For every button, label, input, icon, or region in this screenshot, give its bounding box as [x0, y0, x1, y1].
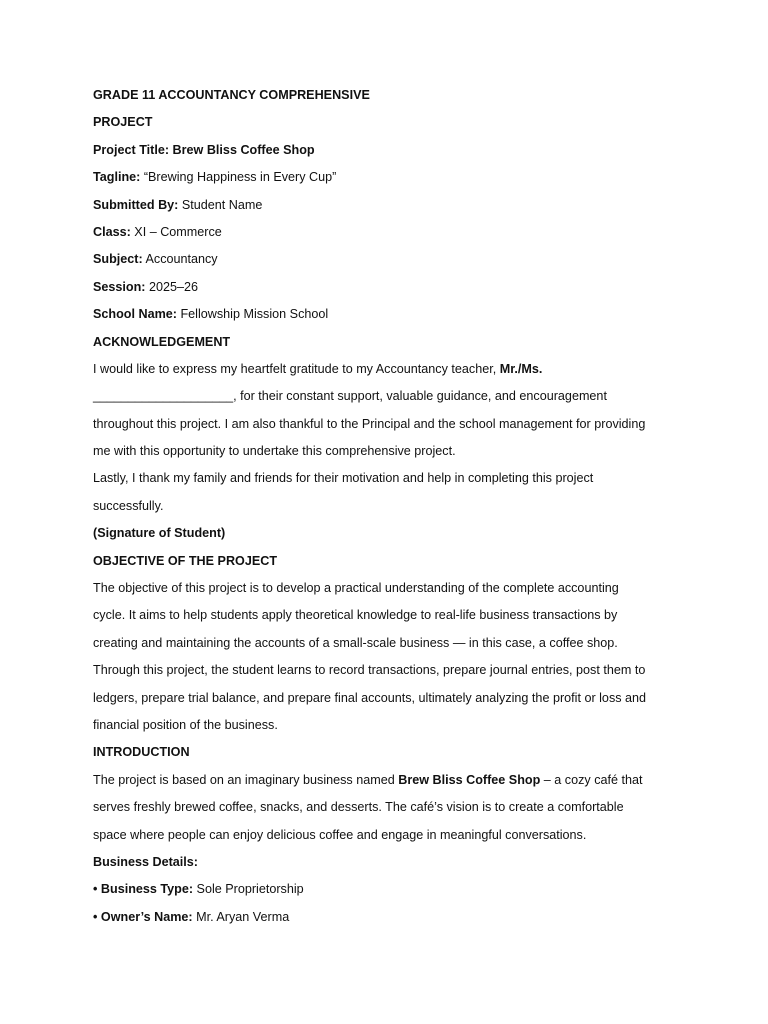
- objective-line-3: creating and maintaining the accounts of a small-scale business — in this case, a coffee shop.: [93, 635, 618, 650]
- bullet-business-type: [93, 876, 693, 903]
- objective-line-2: cycle. It aims to help students apply theoretical knowledge to real-life business transactions by: [93, 608, 618, 623]
- tagline-value: “Brewing Happiness in Every Cup”: [140, 170, 337, 185]
- school-line: [93, 301, 693, 328]
- acknowledgement-line-2: ____________________, for their constant support, valuable guidance, and encouragement: [93, 389, 607, 404]
- objective-line-5: ledgers, prepare trial balance, and prepare final accounts, ultimately analyzing the profit or loss and: [93, 690, 647, 705]
- acknowledgement-text: I would like to express my heartfelt gratitude to my Accountancy teacher,: [93, 361, 500, 376]
- acknowledgement-line-1: [93, 356, 693, 383]
- signature-line: (Signature of Student): [93, 526, 226, 541]
- class-label: Class:: [93, 224, 131, 239]
- introduction-text-a: The project is based on an imaginary business named: [93, 772, 399, 787]
- business-type-value: Sole Proprietorship: [193, 882, 304, 897]
- acknowledgement-heading: ACKNOWLEDGEMENT: [93, 334, 231, 349]
- acknowledgement-line-3: throughout this project. I am also thankful to the Principal and the school management for providing: [93, 416, 646, 431]
- objective-heading: OBJECTIVE OF THE PROJECT: [93, 553, 278, 568]
- business-type-label: • Business Type:: [93, 882, 194, 897]
- document-title: GRADE 11 ACCOUNTANCY COMPREHENSIVE: [93, 88, 370, 102]
- document-title-cont: PROJECT: [93, 115, 153, 130]
- introduction-line-1: [93, 767, 693, 794]
- introduction-text-b: – a cozy café that: [540, 772, 643, 787]
- tagline-label: Tagline:: [93, 170, 141, 185]
- acknowledgement-line-4: me with this opportunity to undertake this comprehensive project.: [93, 444, 456, 459]
- session-value: 2025–26: [145, 279, 199, 294]
- session-label: Session:: [93, 279, 146, 294]
- objective-line-6: financial position of the business.: [93, 717, 278, 732]
- acknowledgement-line-5: Lastly, I thank my family and friends for their motivation and help in completing this project: [93, 471, 594, 486]
- school-label: School Name:: [93, 307, 177, 322]
- class-value: XI – Commerce: [130, 224, 222, 239]
- subject-label: Subject:: [93, 252, 143, 267]
- business-details-heading: Business Details:: [93, 854, 198, 869]
- submitted-by-label: Submitted By:: [93, 197, 179, 212]
- tagline-line: [93, 164, 693, 191]
- introduction-line-2: serves freshly brewed coffee, snacks, and desserts. The café’s vision is to create a comfortable: [93, 800, 624, 815]
- introduction-line-3: space where people can enjoy delicious coffee and engage in meaningful conversations.: [93, 827, 587, 842]
- owner-name-value: Mr. Aryan Verma: [192, 909, 290, 924]
- submitted-by-value: Student Name: [178, 197, 263, 212]
- business-name: Brew Bliss Coffee Shop: [398, 772, 541, 787]
- class-line: [93, 219, 693, 246]
- subject-line: [93, 246, 693, 273]
- acknowledgement-line-6: successfully.: [93, 498, 164, 513]
- session-line: [93, 274, 693, 301]
- subject-value: Accountancy: [142, 252, 218, 267]
- teacher-name: Mr./Ms.: [499, 361, 543, 376]
- objective-line-1: The objective of this project is to develop a practical understanding of the complete accounting: [93, 581, 619, 596]
- objective-line-4: Through this project, the student learns to record transactions, prepare journal entries, post them to: [93, 663, 646, 678]
- school-value: Fellowship Mission School: [176, 307, 329, 322]
- bullet-owner-name: [93, 904, 693, 931]
- introduction-heading: INTRODUCTION: [93, 745, 190, 760]
- owner-name-label: • Owner’s Name:: [93, 909, 193, 924]
- submitted-by-line: [93, 192, 693, 219]
- project-title: Project Title: Brew Bliss Coffee Shop: [93, 142, 315, 157]
- document-page: [93, 82, 693, 931]
